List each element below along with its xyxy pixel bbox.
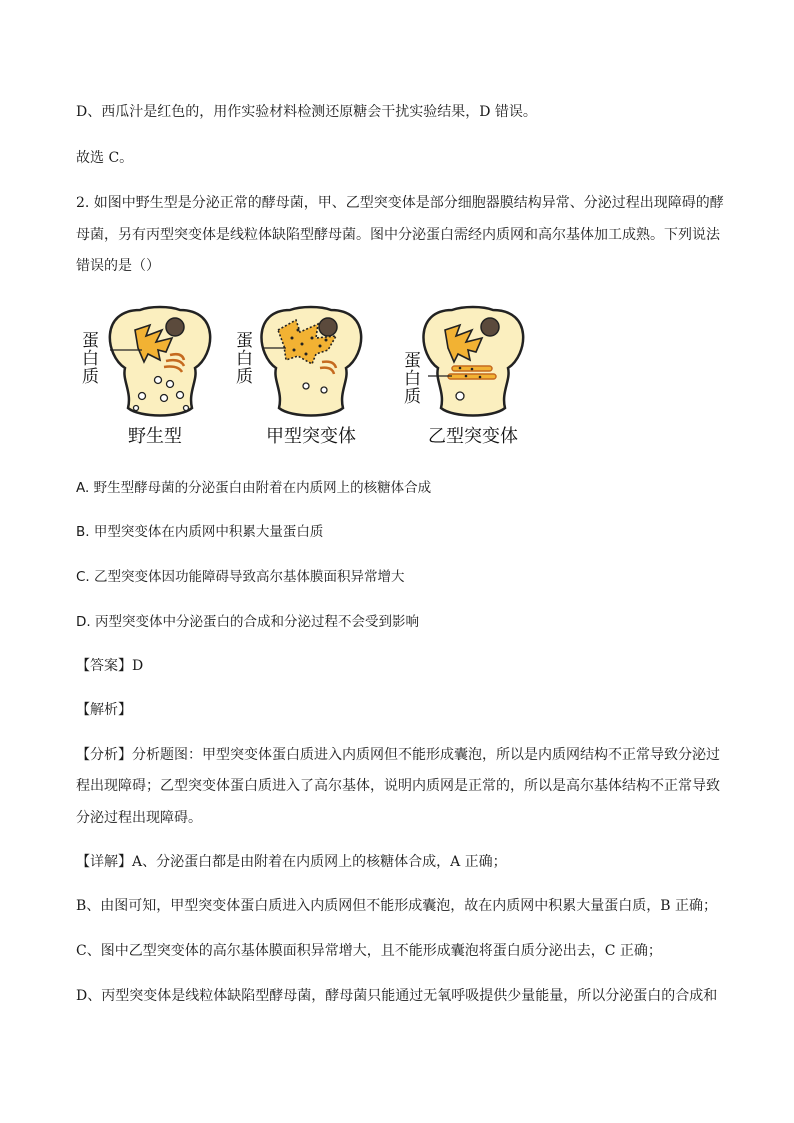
yeast-figure [80, 300, 540, 450]
option-a: A. 野生型酵母菌的分泌蛋白由附着在内质网上的核糖体合成 [76, 480, 432, 496]
analysis-line-1: 【分析】分析题图：甲型突变体蛋白质进入内质网但不能形成囊泡，所以是内质网结构不正常导致分泌过 [76, 747, 720, 763]
protein-label-1: 蛋 [236, 331, 253, 351]
question-line-1: 2. 如图中野生型是分泌正常的酵母菌，甲、乙型突变体是部分细胞器膜结构异常、分泌过程出现障碍的酵 [76, 195, 724, 211]
conclusion-line: 故选 C。 [76, 150, 134, 166]
answer-d-explanation: D、西瓜汁是红色的，用作实验材料检测还原糖会干扰实验结果，D 错误。 [76, 104, 537, 120]
answer-line: 【答案】D [76, 658, 144, 674]
protein-label-3: 质 [404, 387, 421, 407]
detail-line-b: B、由图可知，甲型突变体蛋白质进入内质网但不能形成囊泡，故在内质网中积累大量蛋白质，B 正确； [76, 898, 718, 914]
jia-mutant-cell [261, 307, 361, 416]
protein-label-3: 质 [82, 367, 99, 387]
wild-type-cell [110, 307, 210, 416]
nucleus-icon [166, 318, 184, 336]
yi-mutant-cell [423, 307, 523, 416]
caption-yi-mutant: 乙型突变体 [428, 426, 518, 447]
caption-jia-mutant: 甲型突变体 [266, 426, 356, 447]
protein-label-1: 蛋 [404, 351, 421, 371]
option-b: B. 甲型突变体在内质网中积累大量蛋白质 [76, 524, 324, 540]
option-c: C. 乙型突变体因功能障碍导致高尔基体膜面积异常增大 [76, 569, 405, 585]
detail-line-a: 【详解】A、分泌蛋白都是由附着在内质网上的核糖体合成，A 正确； [76, 854, 507, 870]
nucleus-icon [481, 318, 499, 336]
caption-wild-type: 野生型 [128, 426, 182, 447]
question-line-2: 母菌，另有丙型突变体是线粒体缺陷型酵母菌。图中分泌蛋白需经内质网和高尔基体加工成熟。下列说法 [76, 227, 720, 243]
vesicle-icon [456, 392, 464, 400]
analysis-line-3: 分泌过程出现障碍。 [76, 810, 202, 826]
protein-label-1: 蛋 [82, 331, 99, 351]
protein-label-3: 质 [236, 367, 253, 387]
protein-label-2: 白 [236, 349, 253, 369]
yeast-diagram [80, 300, 540, 450]
protein-label-2: 白 [82, 349, 99, 369]
analysis-heading: 【解析】 [76, 702, 132, 718]
detail-line-d: D、丙型突变体是线粒体缺陷型酵母菌，酵母菌只能通过无氧呼吸提供少量能量，所以分泌蛋白的合成和 [76, 988, 718, 1004]
question-line-3: 错误的是（） [76, 258, 160, 274]
analysis-line-2: 程出现障碍；乙型突变体蛋白质进入了高尔基体，说明内质网是正常的，所以是高尔基体结构不正常导致 [76, 778, 720, 794]
detail-line-c: C、图中乙型突变体的高尔基体膜面积异常增大，且不能形成囊泡将蛋白质分泌出去，C 正确； [76, 943, 662, 959]
option-d: D. 丙型突变体中分泌蛋白的合成和分泌过程不会受到影响 [76, 614, 419, 630]
protein-label-2: 白 [404, 369, 421, 389]
nucleus-icon [319, 318, 337, 336]
